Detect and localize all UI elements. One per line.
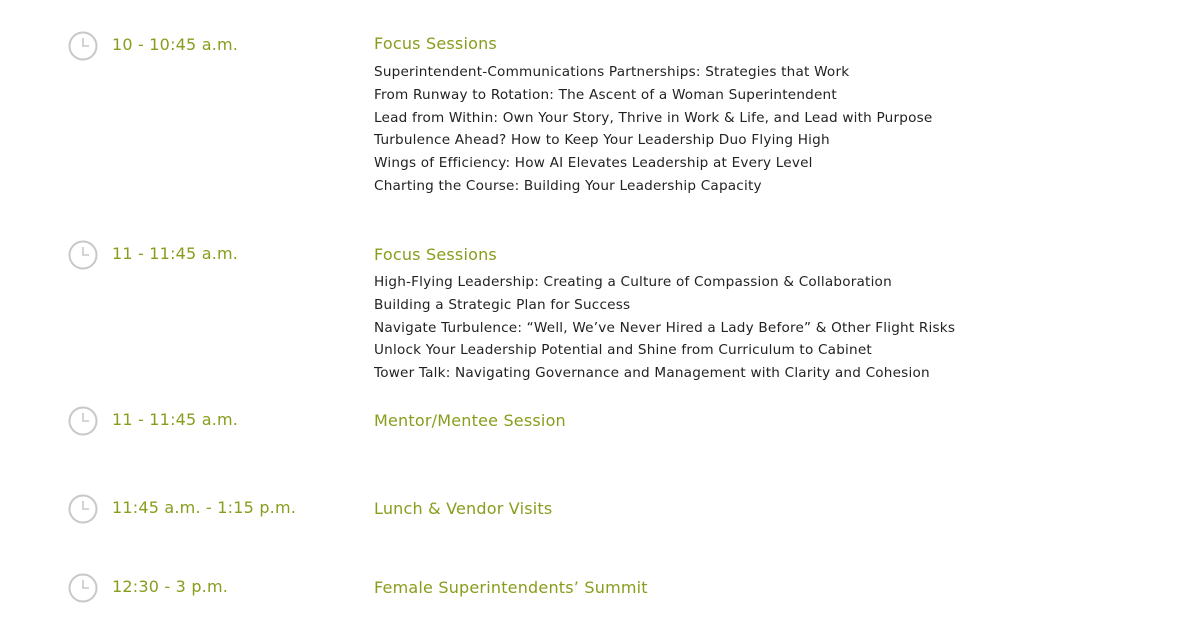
clock-icon bbox=[68, 31, 98, 61]
time-label: 11 - 11:45 a.m. bbox=[112, 410, 239, 429]
time-label: 10 - 10:45 a.m. bbox=[112, 35, 239, 54]
clock-icon bbox=[68, 406, 98, 436]
list-item: High-Flying Leadership: Creating a Culture of Compassion & Collaboration bbox=[374, 274, 892, 290]
list-item: Turbulence Ahead? How to Keep Your Leadership Duo Flying High bbox=[374, 132, 830, 149]
clock-icon bbox=[68, 240, 98, 270]
event-title: Female Superintendents’ Summit bbox=[374, 578, 648, 597]
list-item: Superintendent-Communications Partnerships: Strategies that Work bbox=[374, 64, 850, 80]
clock-icon bbox=[68, 494, 98, 524]
event-title: Focus Sessions bbox=[374, 34, 497, 53]
list-item: Tower Talk: Navigating Governance and Management with Clarity and Cohesion bbox=[374, 365, 930, 382]
time-label: 11 - 11:45 a.m. bbox=[112, 244, 239, 263]
time-label: 12:30 - 3 p.m. bbox=[112, 577, 229, 596]
list-item: From Runway to Rotation: The Ascent of a Woman Superintendent bbox=[374, 86, 837, 103]
clock-icon bbox=[68, 573, 98, 603]
list-item: Building a Strategic Plan for Success bbox=[374, 296, 631, 313]
event-title: Mentor/Mentee Session bbox=[374, 411, 566, 430]
session-list bbox=[374, 271, 955, 385]
session-list bbox=[374, 61, 932, 198]
list-item: Lead from Within: Own Your Story, Thrive in Work & Life, and Lead with Purpose bbox=[374, 109, 933, 126]
list-item: Navigate Turbulence: “Well, We’ve Never Hired a Lady Before” & Other Flight Risks bbox=[374, 319, 956, 336]
time-label: 11:45 a.m. - 1:15 p.m. bbox=[112, 498, 297, 517]
event-title: Focus Sessions bbox=[374, 245, 497, 264]
list-item: Unlock Your Leadership Potential and Shine from Curriculum to Cabinet bbox=[374, 342, 872, 359]
event-title: Lunch & Vendor Visits bbox=[374, 499, 553, 518]
list-item: Wings of Efficiency: How AI Elevates Leadership at Every Level bbox=[374, 155, 813, 172]
list-item: Charting the Course: Building Your Leadership Capacity bbox=[374, 177, 762, 194]
